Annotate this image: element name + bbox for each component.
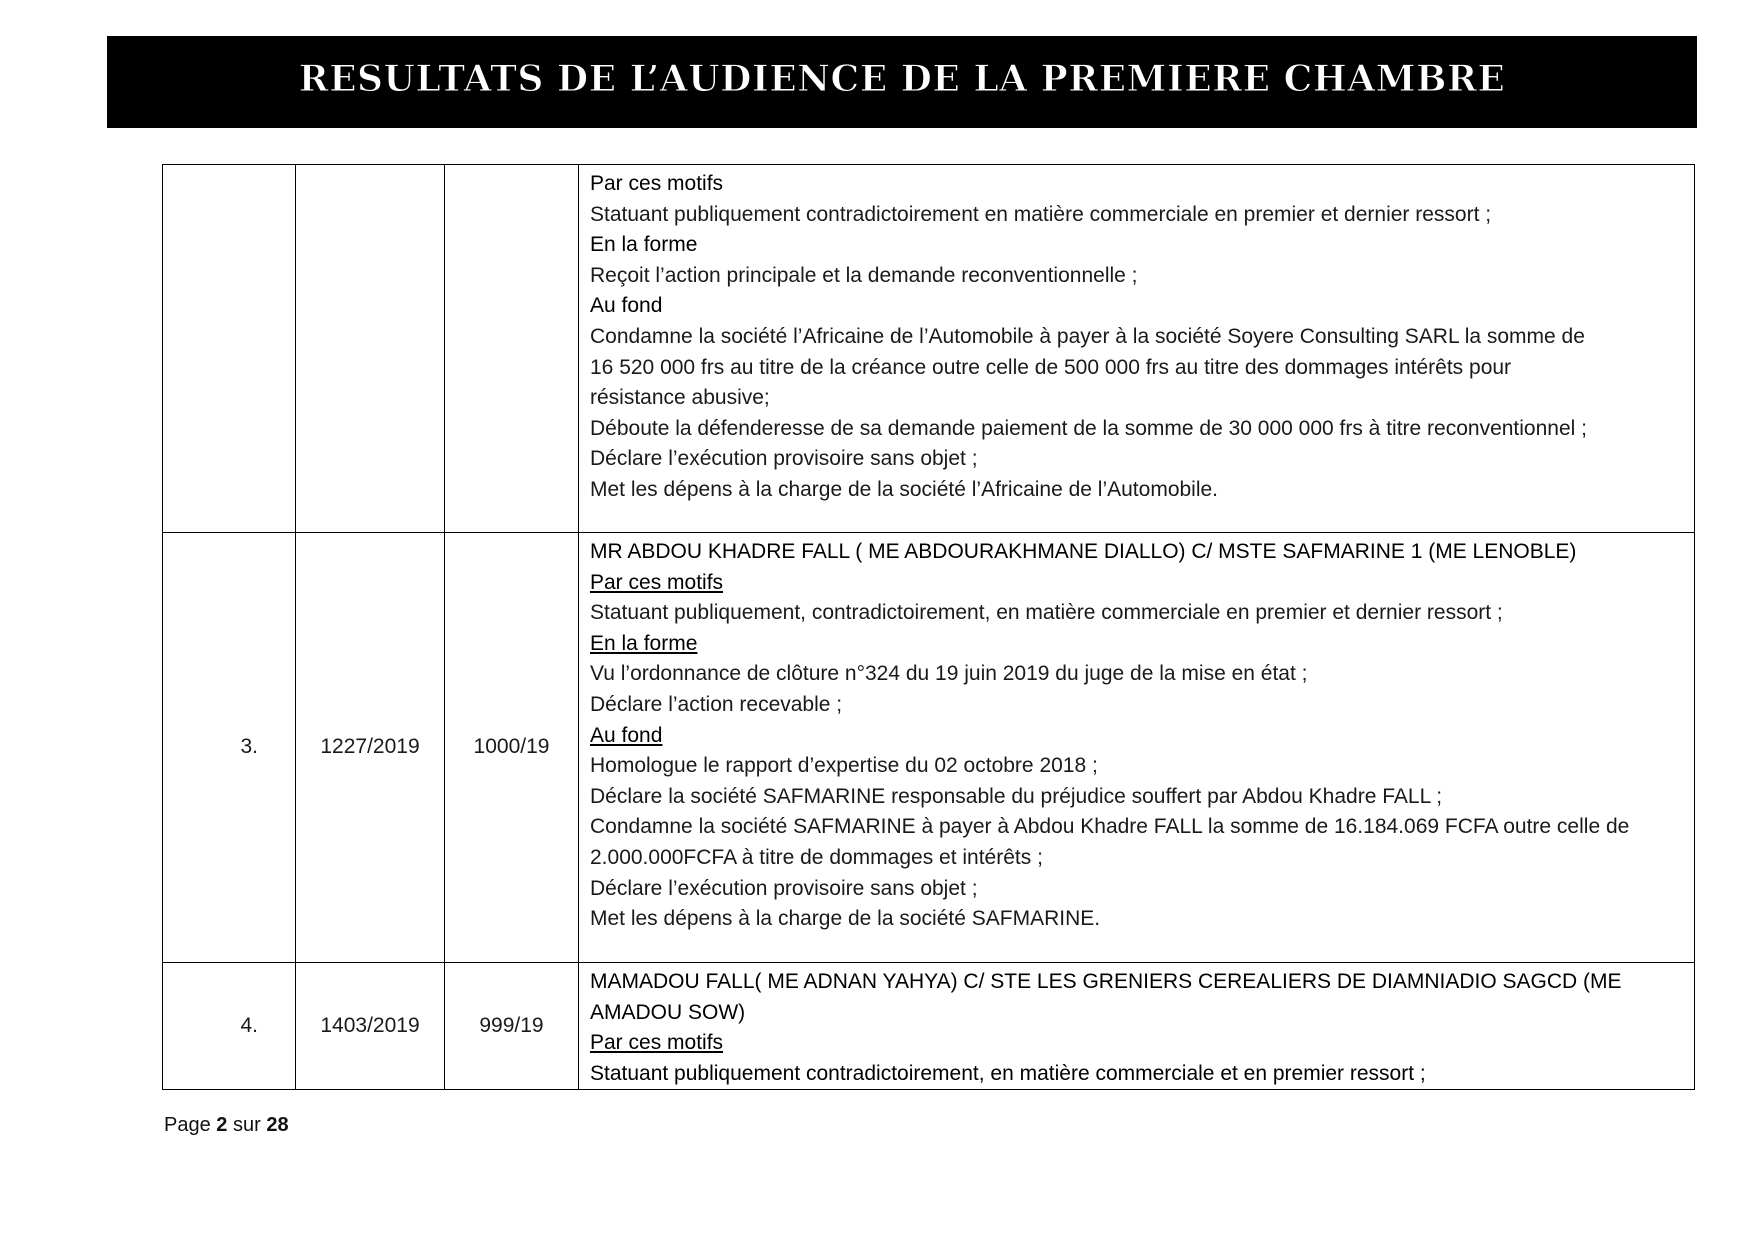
forme-line: Vu l’ordonnance de clôture n°324 du 19 juin 2019 du juge de la mise en état ; — [590, 662, 1308, 686]
cell-result — [579, 963, 1695, 1090]
cell-number: 3. — [163, 533, 296, 963]
statuant-text: Statuant publiquement contradictoirement en matière commerciale en premier et dernier ressort ; — [590, 202, 1492, 226]
motifs-heading: Par ces motifs — [590, 172, 724, 195]
forme-heading: En la forme — [590, 233, 698, 257]
fond-line: 16 520 000 frs au titre de la créance outre celle de 500 000 frs au titre des dommages intérêts pour — [590, 355, 1512, 379]
cell-rg — [296, 165, 445, 533]
page-word: Page — [164, 1114, 211, 1136]
table-row — [163, 165, 1695, 533]
fond-line: Déclare l’exécution provisoire sans objet ; — [590, 876, 978, 900]
page-current: 2 — [216, 1114, 228, 1136]
table-row — [163, 963, 1695, 1090]
results-table — [162, 164, 1695, 1090]
fond-line: résistance abusive; — [590, 386, 770, 410]
fond-heading: Au fond — [590, 294, 663, 318]
cell-rg: 1227/2019 — [296, 533, 445, 963]
cell-number: 4. — [163, 963, 296, 1090]
cell-number — [163, 165, 296, 533]
forme-line: Reçoit l’action principale et la demande reconventionnelle ; — [590, 263, 1138, 287]
cell-decision — [445, 165, 579, 533]
motifs-heading: Par ces motifs — [590, 570, 724, 594]
sur-word: sur — [232, 1114, 261, 1136]
fond-heading: Au fond — [590, 723, 663, 747]
forme-heading: En la forme — [590, 631, 698, 655]
cell-result — [579, 533, 1695, 963]
fond-line: Déboute la défenderesse de sa demande paiement de la somme de 30 000 000 frs à titre reconventionnel ; — [590, 416, 1587, 440]
header-band — [107, 36, 1697, 128]
fond-line: Met les dépens à la charge de la société l’Africaine de l’Automobile. — [590, 477, 1219, 501]
forme-line: Déclare l’action recevable ; — [590, 692, 843, 716]
page-title: RESULTATS DE L’AUDIENCE DE LA PREMIERE CHAMBRE — [298, 58, 1506, 100]
fond-line: Déclare l’exécution provisoire sans objet ; — [590, 447, 978, 471]
fond-line: Condamne la société SAFMARINE à payer à Abdou Khadre FALL la somme de 16.184.069 FCFA outre celle de — [590, 815, 1630, 839]
fond-line: Condamne la société l’Africaine de l’Automobile à payer à la société Soyere Consulting SARL la somme de — [590, 324, 1585, 348]
page-total: 28 — [266, 1114, 289, 1136]
fond-line: Met les dépens à la charge de la société SAFMARINE. — [590, 907, 1101, 931]
fond-line: 2.000.000FCFA à titre de dommages et intérêts ; — [590, 845, 1043, 869]
cell-result — [579, 165, 1695, 533]
fond-line: Déclare la société SAFMARINE responsable du préjudice souffert par Abdou Khadre FALL ; — [590, 784, 1443, 808]
parties-line: MR ABDOU KHADRE FALL ( ME ABDOURAKHMANE DIALLO) C/ MSTE SAFMARINE 1 (ME LENOBLE) — [590, 540, 1577, 563]
cell-rg: 1403/2019 — [296, 963, 445, 1090]
statuant-text: Statuant publiquement, contradictoirement, en matière commerciale en premier et dernier ressort ; — [590, 601, 1503, 625]
page-footer — [164, 1114, 289, 1137]
table-row — [163, 533, 1695, 963]
parties-line: MAMADOU FALL( ME ADNAN YAHYA) C/ STE LES GRENIERS CEREALIERS DE DIAMNIADIO SAGCD (ME — [590, 970, 1622, 993]
motifs-heading: Par ces motifs — [590, 1031, 724, 1055]
fond-line: Homologue le rapport d’expertise du 02 octobre 2018 ; — [590, 754, 1098, 778]
cell-decision: 999/19 — [445, 963, 579, 1090]
parties-line: AMADOU SOW) — [590, 1000, 746, 1024]
statuant-text: Statuant publiquement contradictoirement, en matière commerciale et en premier ressort ; — [590, 1061, 1426, 1085]
cell-decision: 1000/19 — [445, 533, 579, 963]
